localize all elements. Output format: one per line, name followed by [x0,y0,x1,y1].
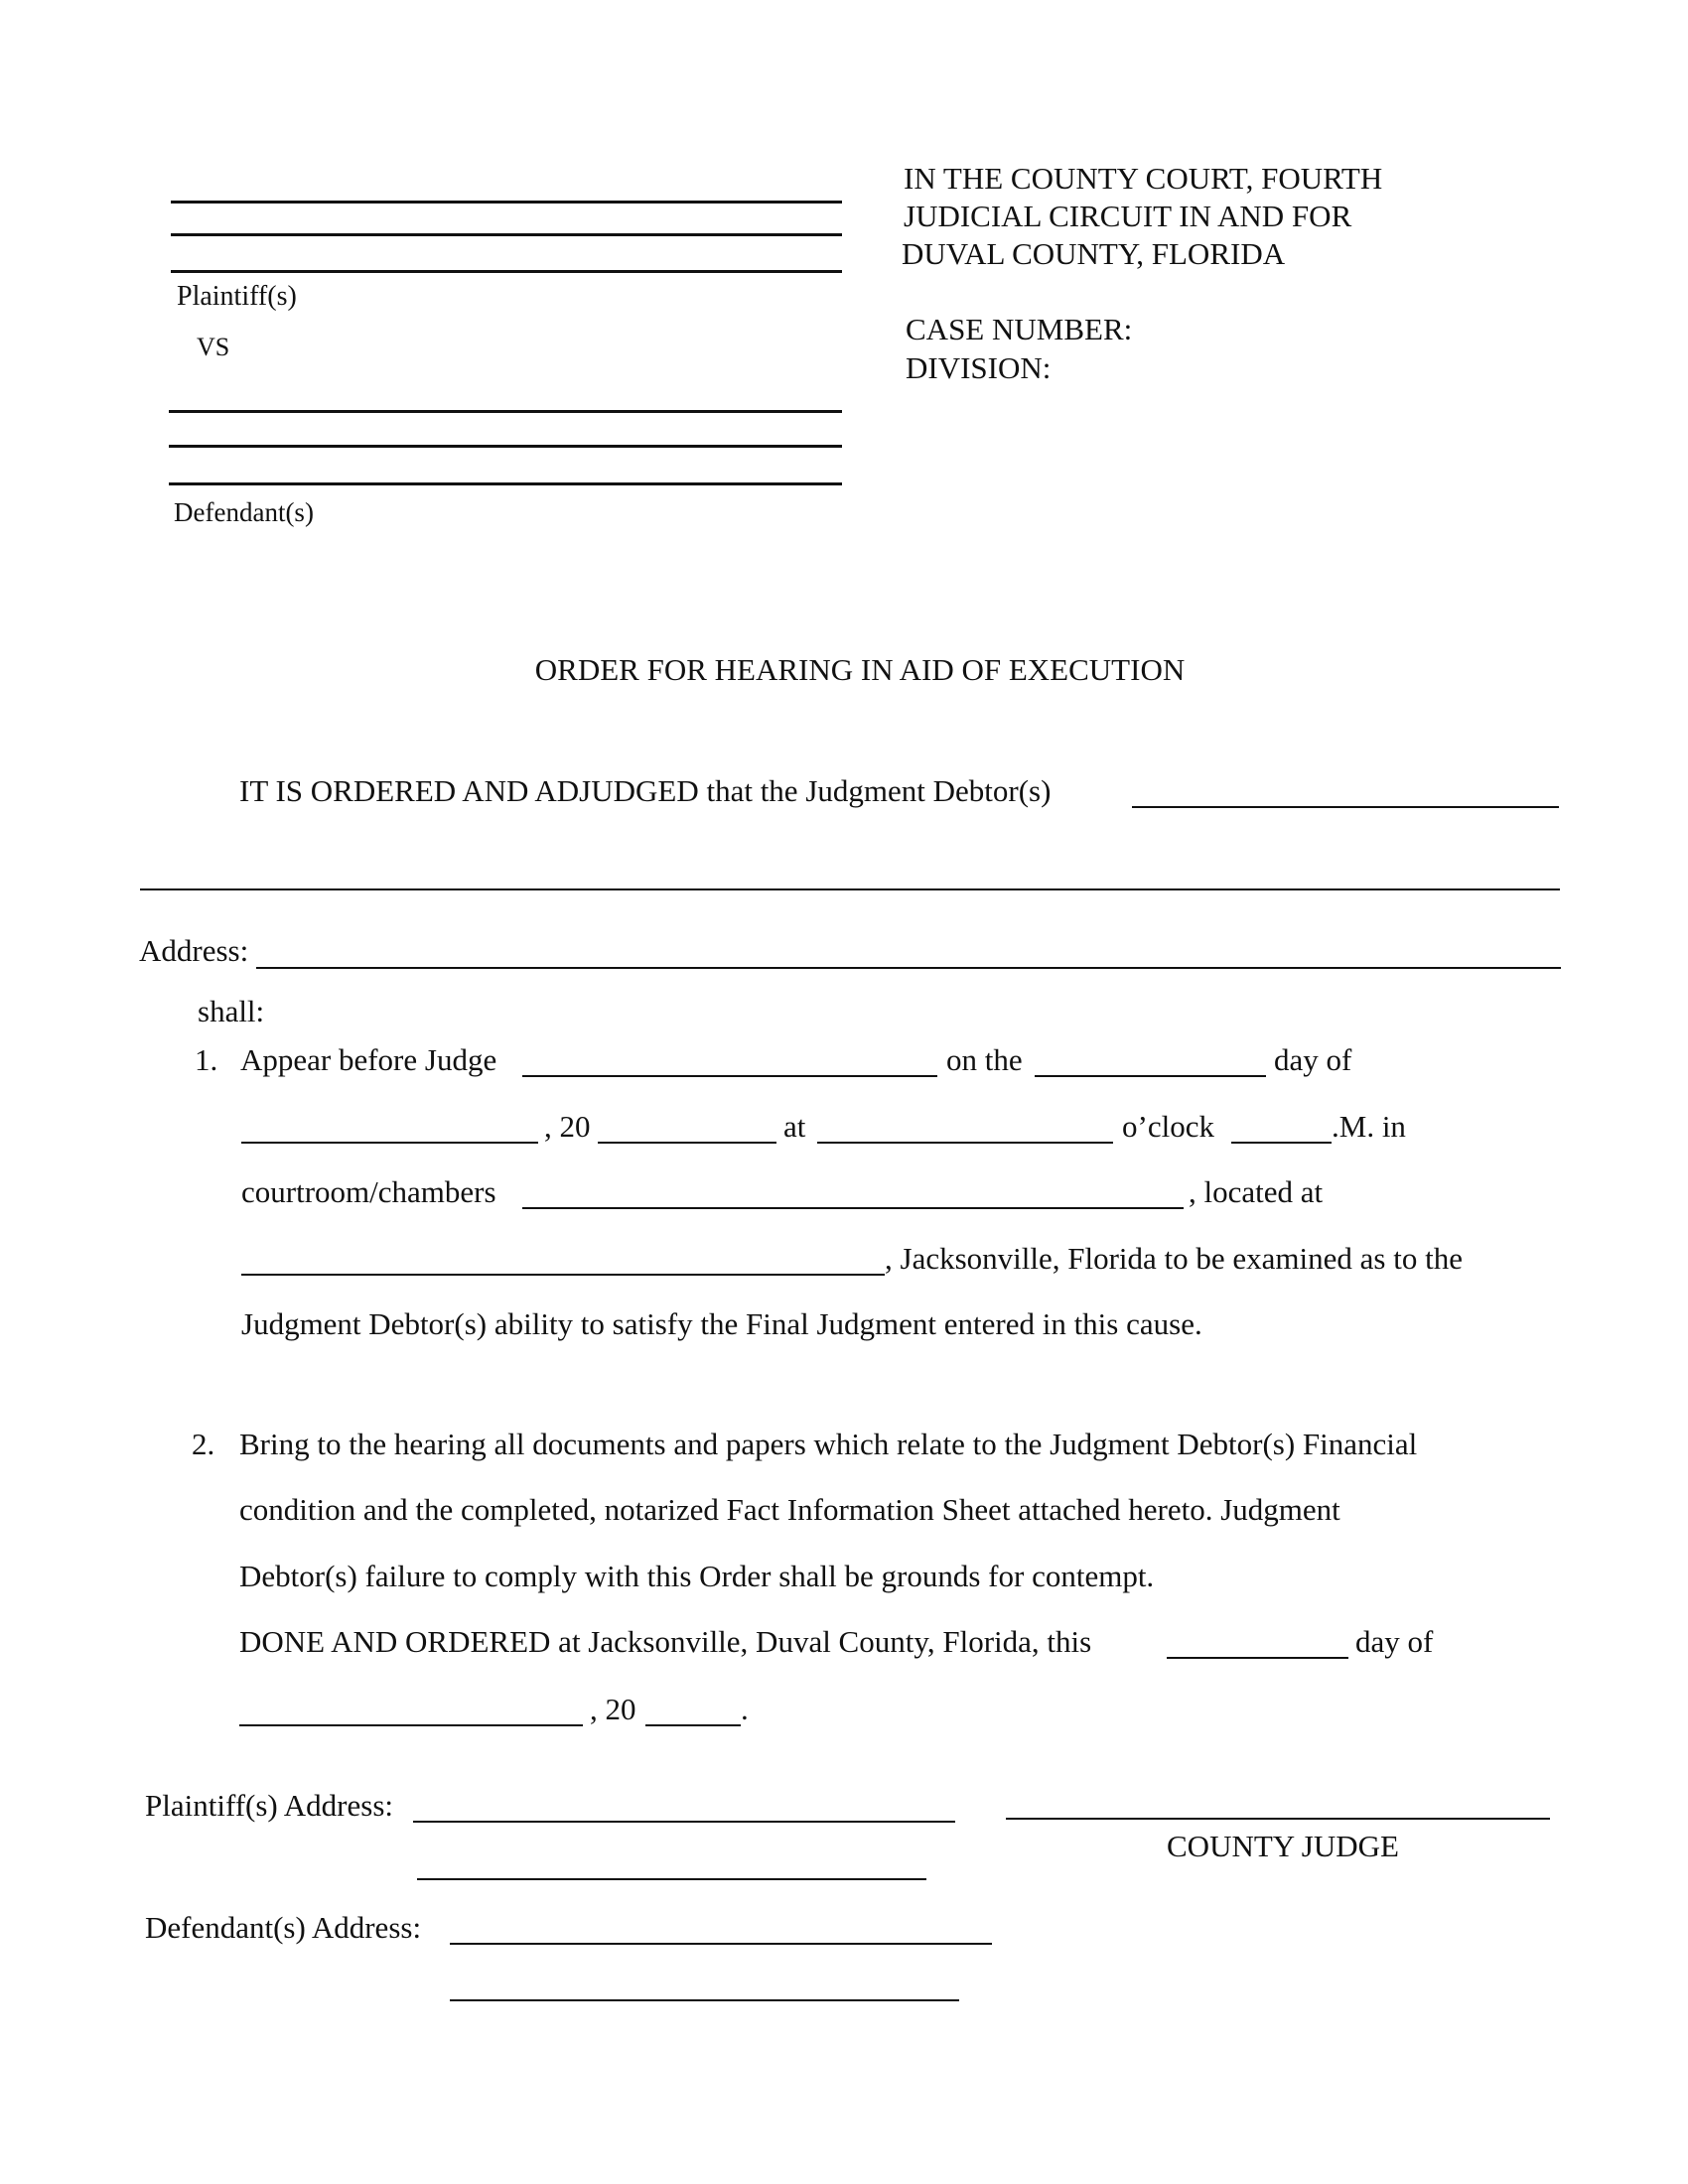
item-1-courtroom: courtroom/chambers [241,1174,496,1209]
county-judge-label: COUNTY JUDGE [1167,1829,1399,1863]
vs-label: VS [197,333,230,361]
item-1-appear: Appear before Judge [240,1042,497,1077]
done-period: . [741,1692,749,1726]
item-1-oclock: o’clock [1122,1109,1214,1144]
item-2-number: 2. [192,1427,215,1461]
done-text: DONE AND ORDERED at Jacksonville, Duval County, Florida, this [239,1624,1092,1659]
courtroom-blank [522,1207,1184,1209]
done-day-blank [1167,1657,1348,1659]
plaintiff-label: Plaintiff(s) [177,281,297,312]
month-blank [241,1142,538,1144]
item-1-day-of: day of [1274,1042,1352,1077]
plaintiff-address-blank-1 [413,1821,955,1823]
item-1-last-line: Judgment Debtor(s) ability to satisfy the Final Judgment entered in this cause. [241,1306,1202,1341]
item-2-line-1: Bring to the hearing all documents and papers which relate to the Judgment Debtor(s) Financial [239,1427,1418,1461]
plaintiff-address-label: Plaintiff(s) Address: [145,1788,393,1823]
done-day-of: day of [1355,1624,1434,1659]
defendant-label: Defendant(s) [174,497,314,527]
defendant-address-blank-1 [450,1943,992,1945]
am-pm-blank [1231,1142,1332,1144]
address-blank [256,967,1561,969]
defendant-address-blank-2 [450,1999,959,2001]
document-title: ORDER FOR HEARING IN AID OF EXECUTION [534,652,1186,687]
item-1-located-at: , located at [1189,1174,1324,1209]
item-2-line-3: Debtor(s) failure to comply with this Order shall be grounds for contempt. [239,1559,1155,1593]
year-blank [598,1142,776,1144]
defendant-address-label: Defendant(s) Address: [145,1910,422,1945]
defendant-line-3 [169,482,842,485]
intro-text: IT IS ORDERED AND ADJUDGED that the Judgment Debtor(s) [239,773,1052,808]
shall-label: shall: [198,994,265,1028]
address-label: Address: [139,933,249,968]
court-line-2: JUDICIAL CIRCUIT IN AND FOR [904,199,1352,233]
defendant-line-2 [169,445,842,448]
item-1-m-in: .M. in [1332,1109,1406,1144]
case-number-label: CASE NUMBER: [906,312,1133,346]
done-year-blank [645,1724,741,1726]
judge-name-blank [522,1075,937,1077]
done-month-blank [239,1724,583,1726]
plaintiff-address-blank-2 [417,1878,926,1880]
item-1-comma-20: , 20 [544,1109,591,1144]
time-blank [817,1142,1113,1144]
plaintiff-line-1 [171,201,842,204]
division-label: DIVISION: [906,350,1052,385]
location-blank [241,1274,885,1276]
judgment-debtor-blank-2 [140,888,1560,890]
court-line-3: DUVAL COUNTY, FLORIDA [902,236,1286,271]
item-1-jacksonville: , Jacksonville, Florida to be examined as to the [885,1241,1463,1276]
item-1-number: 1. [195,1042,218,1077]
item-1-on-the: on the [946,1042,1023,1077]
judgment-debtor-blank [1132,806,1559,808]
plaintiff-line-2 [171,233,842,236]
plaintiff-line-3 [171,270,842,273]
item-1-at: at [783,1109,806,1144]
day-blank [1035,1075,1266,1077]
item-2-line-2: condition and the completed, notarized Fact Information Sheet attached hereto. Judgment [239,1492,1340,1527]
defendant-line-1 [169,410,842,413]
judge-signature-line [1006,1818,1550,1820]
court-line-1: IN THE COUNTY COURT, FOURTH [904,161,1383,196]
done-comma-20: , 20 [590,1692,636,1726]
